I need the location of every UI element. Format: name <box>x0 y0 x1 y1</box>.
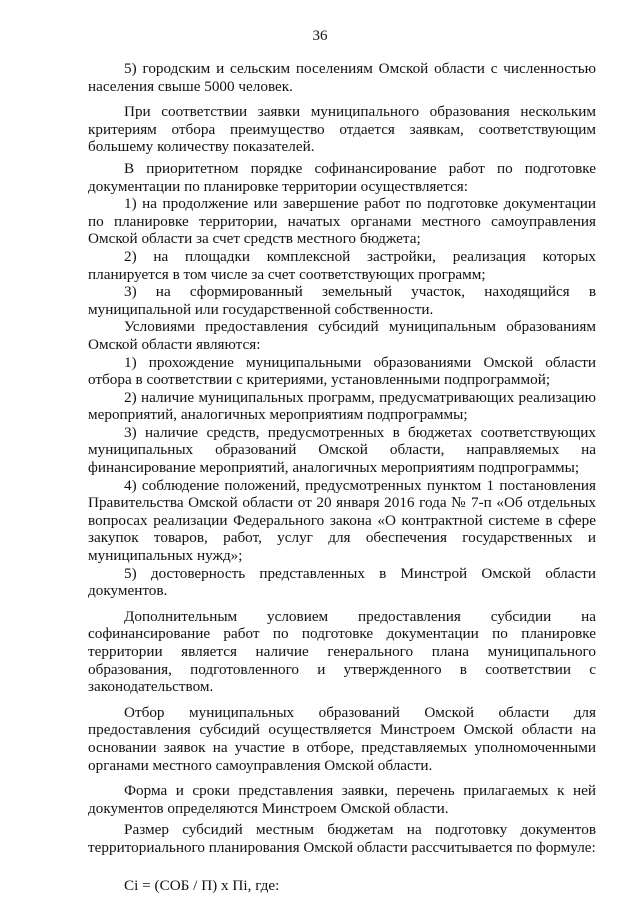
paragraph-application-form: Форма и сроки представления заявки, перечень прилагаемых к ней документов определяются Минстроем Омской области. <box>88 782 596 817</box>
paragraph-priority-3: 3) на сформированный земельный участок, находящийся в муниципальной или государственной собственности. <box>88 283 596 318</box>
paragraph-condition-2: 2) наличие муниципальных программ, предусматривающих реализацию мероприятий, аналогичных мероприятиям подпрограммы; <box>88 388 596 424</box>
paragraph-multiple-criteria: При соответствии заявки муниципального образования нескольким критериям отбора преимущество отдается заявкам, соответствующим большему количеству показателей. <box>88 103 596 156</box>
paragraph-condition-4: 4) соблюдение положений, предусмотренных пунктом 1 постановления Правительства Омской области от 20 января 2016 года № 7-п «Об отдельных вопросах реализации Федерального закона «О контрактной системе в сфере закупок товаров, работ, услуг для обеспечения государственных и муниципальных нужд»; <box>88 476 596 565</box>
document-body <box>88 60 596 894</box>
paragraph-priority-cofinancing: В приоритетном порядке софинансирование работ по подготовке документации по планировке территории осуществляется: <box>88 159 596 195</box>
paragraph-subsidy-size: Размер субсидий местным бюджетам на подготовку документов территориального планирования Омской области рассчитывается по формуле: <box>88 821 596 856</box>
page-number: 36 <box>312 28 328 44</box>
paragraph-selection: Отбор муниципальных образований Омской области для предоставления субсидий осуществляется Минстроем Омской области на основании заявок на участие в отборе, представляемых уполномоченными органами местного самоуправления Омской области. <box>88 703 596 774</box>
paragraph-condition-1: 1) прохождение муниципальными образованиями Омской области отбора в соответствии с критериями, установленными подпрограммой; <box>88 353 596 389</box>
paragraph-additional-condition: Дополнительным условием предоставления субсидии на софинансирование работ по подготовке документации по планировке территории является наличие генерального плана муниципального образования, подготовленного и утвержденного в соответствии с законодательством. <box>88 607 596 696</box>
paragraph-priority-2: 2) на площадки комплексной застройки, реализация которых планируется в том числе за счет соответствующих программ; <box>88 247 596 283</box>
paragraph-condition-5: 5) достоверность представленных в Минстрой Омской области документов. <box>88 564 596 600</box>
paragraph-conditions-intro: Условиями предоставления субсидий муниципальным образованиям Омской области являются: <box>88 318 596 353</box>
paragraph-condition-3: 3) наличие средств, предусмотренных в бюджетах соответствующих муниципальных образований Омской области, направляемых на финансирование мероприятий, аналогичных мероприятиям подпрограммы; <box>88 423 596 477</box>
formula: Сi = (СОБ / П) х Пi, где: <box>124 876 280 894</box>
paragraph-item-5-settlements: 5) городским и сельским поселениям Омской области с численностью населения свыше 5000 человек. <box>88 60 596 95</box>
paragraph-priority-1: 1) на продолжение или завершение работ по подготовке документации по планировке территории, начатых органами местного самоуправления Омской области за счет средств местного бюджета; <box>88 195 596 248</box>
